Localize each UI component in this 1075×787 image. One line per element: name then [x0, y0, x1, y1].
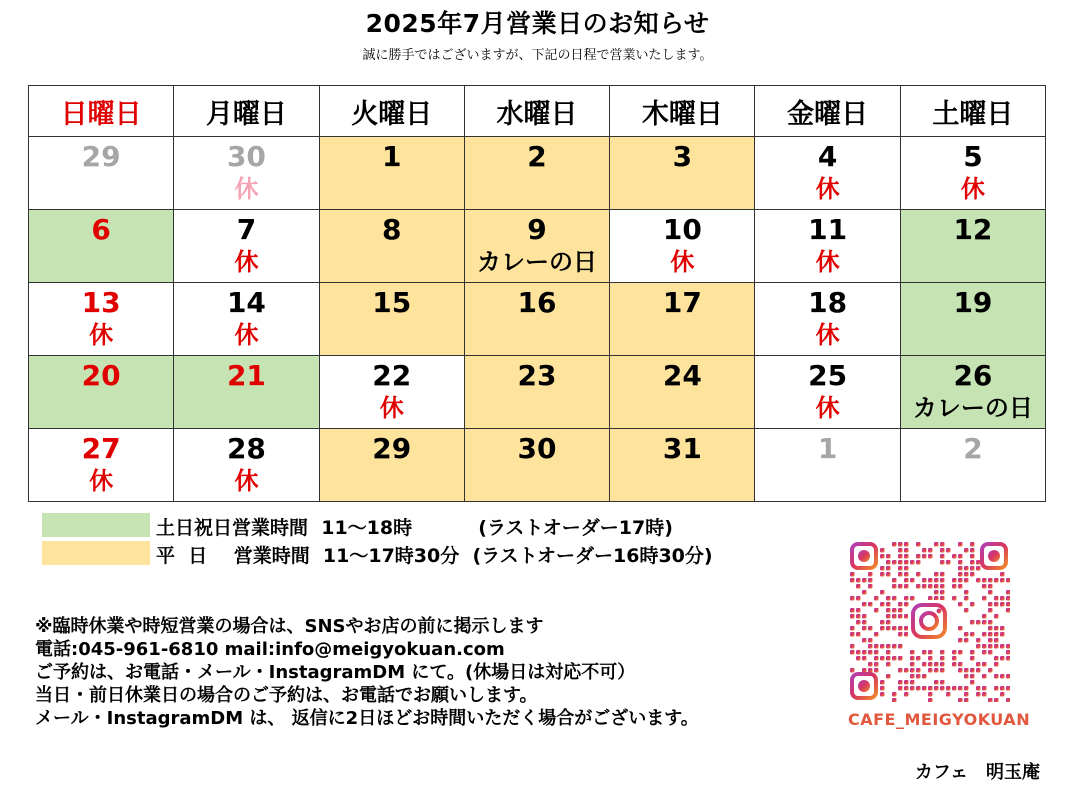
- calendar-day-cell: [900, 210, 1045, 283]
- calendar-day-cell: [900, 283, 1045, 356]
- day-number: 3: [672, 140, 693, 173]
- weekday-sunday: 日曜日: [29, 86, 174, 137]
- day-number: 12: [953, 213, 993, 246]
- calendar-day-cell: [900, 137, 1045, 210]
- day-number: 24: [662, 359, 702, 392]
- instagram-handle: CAFE_MEIGYOKUAN: [848, 710, 1031, 729]
- calendar-week-row: [29, 210, 1046, 283]
- day-number: 18: [808, 286, 848, 319]
- day-number: 2: [527, 140, 547, 173]
- legend-weekend-text: 土日祝日営業時間 11～18時 (ラストオーダー17時): [156, 517, 673, 539]
- day-number: 19: [953, 286, 993, 319]
- day-number: 1: [817, 432, 838, 465]
- day-number: 30: [517, 432, 557, 465]
- calendar-table: [28, 85, 1046, 502]
- calendar-day-cell: [610, 137, 755, 210]
- calendar-day-cell: [610, 283, 755, 356]
- note-reply-time: メール・InstagramDM は、 返信に2日ほどお時間いただく場合がございます。: [35, 708, 699, 729]
- day-number: 21: [226, 359, 266, 392]
- day-number: 8: [382, 213, 402, 246]
- closed-badge: 休: [379, 394, 404, 422]
- curry-day-label: カレーの日: [912, 394, 1033, 422]
- calendar-day-cell: [464, 429, 609, 502]
- closed-badge: 休: [960, 175, 985, 203]
- calendar-day-cell: [319, 137, 464, 210]
- calendar-day-cell: [29, 137, 174, 210]
- calendar-day-cell: [755, 356, 900, 429]
- calendar-day-cell: [174, 283, 319, 356]
- note-same-day: 当日・前日休業日の場合のご予約は、お電話でお願いします。: [35, 685, 538, 706]
- closed-badge: 休: [234, 467, 259, 495]
- day-number: 7: [236, 213, 257, 246]
- weekday-header-row: [29, 86, 1046, 137]
- weekday-friday: 金曜日: [755, 86, 900, 137]
- curry-day-label: カレーの日: [477, 248, 598, 276]
- closed-badge: 休: [234, 321, 259, 349]
- shop-name: カフェ 明玉庵: [914, 762, 1040, 783]
- day-number: 22: [372, 359, 412, 392]
- weekday-wednesday: 水曜日: [464, 86, 609, 137]
- closed-badge: 休: [815, 248, 840, 276]
- calendar-day-cell: [900, 429, 1045, 502]
- day-number: 4: [817, 140, 838, 173]
- day-number: 25: [808, 359, 848, 392]
- calendar-day-cell: [755, 210, 900, 283]
- calendar-day-cell: [174, 429, 319, 502]
- day-number: 14: [226, 286, 266, 319]
- day-number: 29: [372, 432, 412, 465]
- day-number: 9: [527, 213, 547, 246]
- calendar-day-cell: [464, 210, 609, 283]
- calendar-day-cell: [755, 137, 900, 210]
- notes-block: [35, 615, 699, 730]
- page-subtitle: 誠に勝手ではございますが、下記の日程で営業いたします。: [362, 48, 713, 63]
- day-number: 2: [963, 432, 983, 465]
- page-title: 2025年7月営業日のお知らせ: [365, 9, 710, 38]
- calendar-day-cell: [610, 210, 755, 283]
- calendar-day-cell: [319, 283, 464, 356]
- qr-graphic: [848, 540, 1010, 702]
- day-number: 15: [372, 286, 412, 319]
- day-number: 31: [662, 432, 702, 465]
- calendar-day-cell: [29, 429, 174, 502]
- day-number: 30: [226, 140, 266, 173]
- day-number: 23: [517, 359, 557, 392]
- closed-badge: 休: [234, 248, 259, 276]
- day-number: 26: [953, 359, 993, 392]
- calendar-day-cell: [464, 356, 609, 429]
- calendar-week-row: [29, 429, 1046, 502]
- closed-badge: 休: [670, 248, 695, 276]
- calendar-day-cell: [29, 210, 174, 283]
- weekday-saturday: 土曜日: [900, 86, 1045, 137]
- calendar-week-row: [29, 137, 1046, 210]
- day-number: 29: [81, 140, 121, 173]
- day-number: 27: [81, 432, 121, 465]
- calendar-week-row: [29, 356, 1046, 429]
- instagram-qr-code[interactable]: [848, 540, 1010, 702]
- calendar-day-cell: [174, 137, 319, 210]
- weekday-tuesday: 火曜日: [319, 86, 464, 137]
- day-number: 17: [662, 286, 702, 319]
- calendar-day-cell: [319, 429, 464, 502]
- day-number: 5: [963, 140, 983, 173]
- legend-weekend-swatch: [42, 513, 150, 537]
- calendar-day-cell: [319, 210, 464, 283]
- closed-badge: 休: [815, 175, 840, 203]
- day-number: 13: [81, 286, 121, 319]
- day-number: 6: [91, 213, 111, 246]
- day-number: 1: [382, 140, 402, 173]
- calendar-week-row: [29, 283, 1046, 356]
- note-contact: 電話:045-961-6810 mail:info@meigyokuan.com: [35, 639, 505, 660]
- legend-weekday-swatch: [42, 541, 150, 565]
- day-number: 11: [808, 213, 848, 246]
- closed-badge: 休: [234, 175, 259, 203]
- legend-weekday-text: 平 日 営業時間 11～17時30分 (ラストオーダー16時30分): [156, 545, 713, 567]
- closed-badge: 休: [815, 321, 840, 349]
- calendar-day-cell: [464, 283, 609, 356]
- calendar-day-cell: [610, 356, 755, 429]
- day-number: 16: [517, 286, 557, 319]
- weekday-monday: 月曜日: [174, 86, 319, 137]
- weekday-thursday: 木曜日: [610, 86, 755, 137]
- calendar-day-cell: [29, 356, 174, 429]
- calendar-day-cell: [174, 210, 319, 283]
- day-number: 10: [662, 213, 702, 246]
- calendar-day-cell: [174, 356, 319, 429]
- calendar-day-cell: [755, 283, 900, 356]
- calendar-day-cell: [464, 137, 609, 210]
- note-temporary-closure: ※臨時休業や時短営業の場合は、SNSやお店の前に掲示します: [35, 616, 544, 637]
- day-number: 28: [226, 432, 266, 465]
- calendar-day-cell: [755, 429, 900, 502]
- closed-badge: 休: [89, 467, 114, 495]
- closed-badge: 休: [815, 394, 840, 422]
- day-number: 20: [81, 359, 121, 392]
- calendar-day-cell: [319, 356, 464, 429]
- calendar-day-cell: [900, 356, 1045, 429]
- closed-badge: 休: [89, 321, 114, 349]
- calendar-day-cell: [29, 283, 174, 356]
- calendar-day-cell: [610, 429, 755, 502]
- note-reservation: ご予約は、お電話・メール・InstagramDM にて。(休場日は対応不可）: [35, 662, 636, 683]
